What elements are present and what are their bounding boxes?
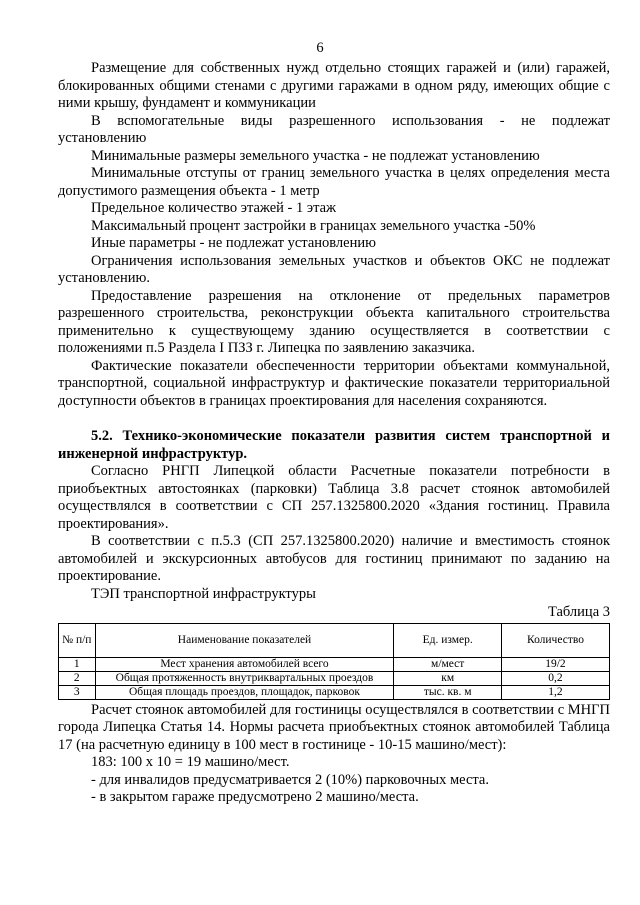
cell-indicator: Общая протяженность внутриквартальных проездов (95, 671, 394, 685)
paragraph: - для инвалидов предусматривается 2 (10%) парковочных места. (91, 771, 489, 788)
document-body (58, 60, 610, 807)
cell-unit: тыс. кв. м (394, 685, 502, 699)
header-unit: Ед. измер. (394, 623, 502, 657)
page-number: 6 (316, 40, 324, 56)
section-heading: 5.2. Технико-экономические показатели развития систем транспортной и инженерной инфраструктур. (58, 428, 610, 462)
paragraph: Предоставление разрешения на отклонение от предельных параметров разрешенного строительства, реконструкции объекта капитального строительства применительно к существующему зданию осуществляется в соответствии с положениями п.5 Раздела I ПЗЗ г. Липецка по заявлению заказчика. (58, 287, 610, 356)
paragraph: Размещение для собственных нужд отдельно стоящих гаражей и (или) гаражей, блокированных общими стенами с другими гаражами в одном ряду, имеющих общие с ними крышу, фундамент и коммуникации (58, 60, 610, 111)
header-quantity: Количество (501, 623, 609, 657)
table-header-row (59, 623, 610, 657)
cell-number: 3 (59, 685, 96, 699)
paragraph: - в закрытом гараже предусмотрено 2 машино/места. (91, 789, 419, 805)
header-number: № п/п (59, 623, 96, 657)
cell-quantity: 19/2 (501, 657, 609, 671)
paragraph: Ограничения использования земельных участков и объектов ОКС не подлежат установлению. (58, 252, 610, 286)
paragraph: В вспомогательные виды разрешенного использования - не подлежат установлению (58, 112, 610, 146)
table-caption: Таблица 3 (547, 604, 610, 620)
table-row (59, 657, 610, 671)
cell-indicator: Общая площадь проездов, площадок, парковок (95, 685, 394, 699)
paragraph: Минимальные размеры земельного участка - не подлежат установлению (91, 147, 540, 164)
cell-indicator: Мест хранения автомобилей всего (95, 657, 394, 671)
cell-quantity: 1,2 (501, 685, 609, 699)
tep-table (58, 623, 610, 700)
cell-number: 2 (59, 671, 96, 685)
cell-number: 1 (59, 657, 96, 671)
table-row (59, 685, 610, 699)
paragraph: Согласно РНГП Липецкой области Расчетные показатели потребности в приобъектных автостоянках (парковки) Таблица 3.8 расчет стоянок автомобилей осуществлялся в соответствии с СП 257.1325800.2020 «Здания гостиниц. Правила проектирования». (58, 463, 610, 532)
paragraph: 183: 100 х 10 = 19 машино/мест. (91, 754, 290, 770)
paragraph: Расчет стоянок автомобилей для гостиницы осуществлялся в соответствии с МНГП города Липецка Статья 14. Нормы расчета приобъектных стоянок автомобилей Таблица 17 (на расчетную единицу в 100 мест в гостинице - 10-15 машино/мест): (58, 701, 610, 753)
paragraph: ТЭП транспортной инфраструктуры (91, 585, 316, 602)
table-row (59, 671, 610, 685)
cell-unit: м/мест (394, 657, 502, 671)
header-indicator: Наименование показателей (95, 623, 394, 657)
paragraph: Максимальный процент застройки в границах земельного участка -50% (91, 217, 536, 234)
paragraph: Предельное количество этажей - 1 этаж (91, 200, 337, 216)
cell-quantity: 0,2 (501, 671, 609, 685)
cell-unit: км (394, 671, 502, 685)
paragraph: Фактические показатели обеспеченности территории объектами коммунальной, транспортной, социальной инфраструктур и фактические показатели территориальной доступности объектов в границах проектирования для населения сохраняются. (58, 357, 610, 409)
paragraph: Иные параметры - не подлежат установлению (91, 235, 376, 251)
paragraph: В соответствии с п.5.3 (СП 257.1325800.2020) наличие и вместимость стоянок автомобилей и экскурсионных автобусов для гостиниц принимают по заданию на проектирование. (58, 533, 610, 584)
paragraph: Минимальные отступы от границ земельного участка в целях определения места допустимого размещения объекта - 1 метр (58, 165, 610, 199)
section-spacer (58, 410, 610, 428)
